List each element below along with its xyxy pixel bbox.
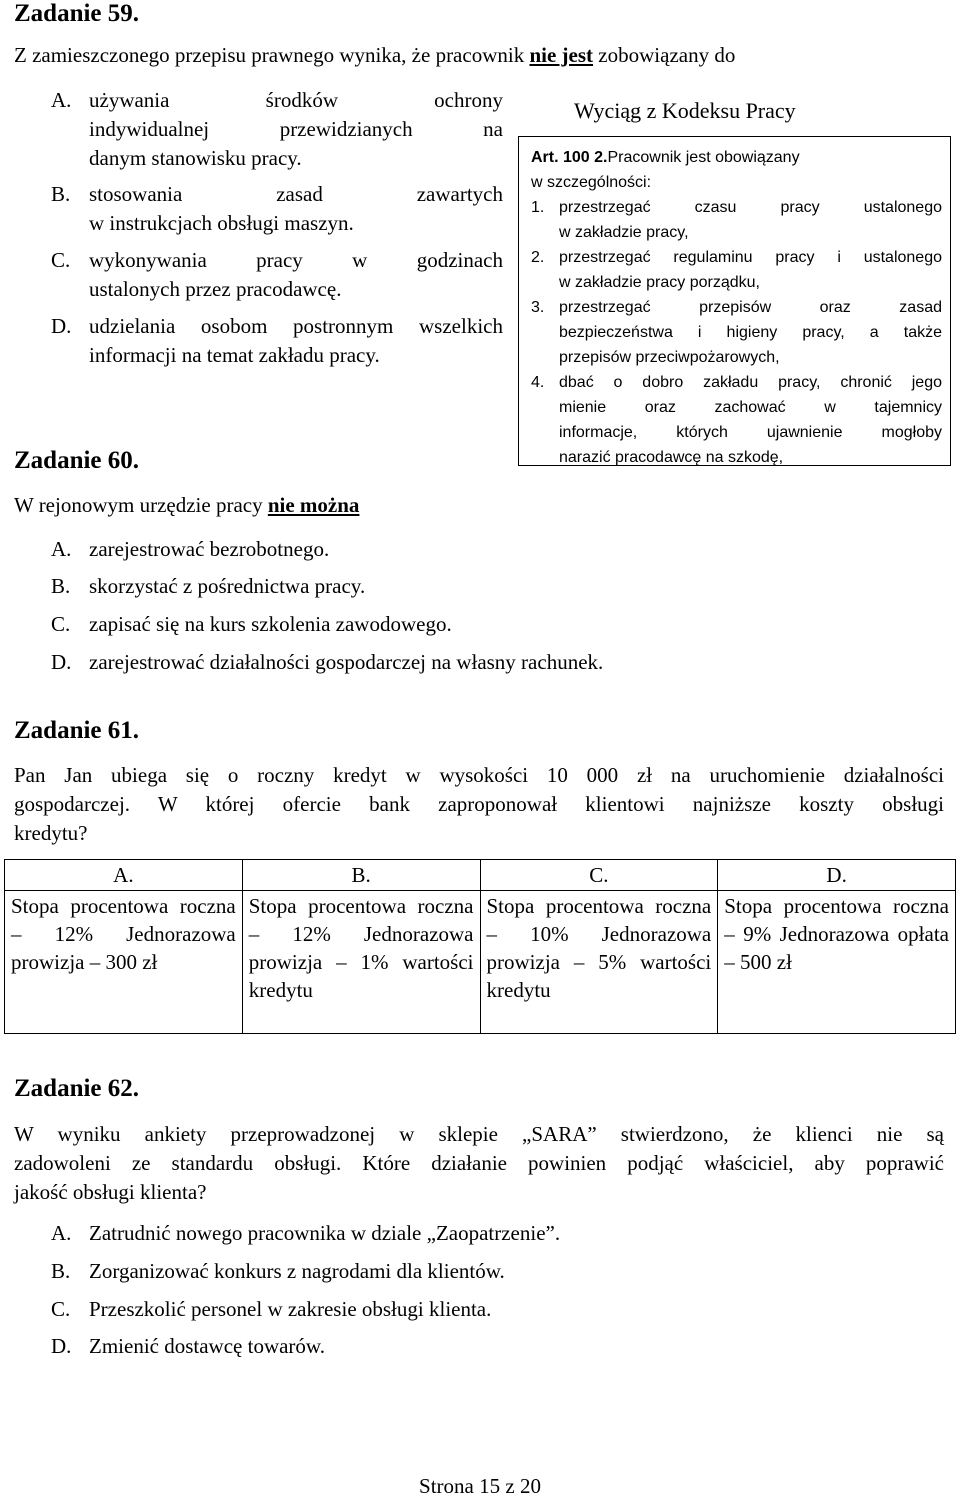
kodeks-item-line: bezpieczeństwa i higieny pracy, a także [559, 324, 942, 341]
option-text: zarejestrować bezrobotnego. [89, 537, 330, 561]
z61-question [14, 761, 944, 848]
z62-question-line: jakość obsługi klienta? [14, 1180, 207, 1204]
offer-cell-a: Stopa procentowa roczna – 12% Jednorazowa prowizja – 300 zł [5, 891, 243, 1034]
kodeks-article-line: w szczególności: [531, 174, 652, 191]
kodeks-item-line: przestrzegać przepisów oraz zasad [559, 299, 942, 316]
z60-title: Zadanie 60. [14, 447, 140, 474]
z59-question-emph: nie jest [529, 43, 594, 67]
z59-question [14, 41, 735, 70]
kodeks-item-number: 3. [531, 299, 545, 316]
option-letter: A. [51, 537, 72, 561]
z61-title: Zadanie 61. [14, 717, 140, 744]
option-letter: C. [51, 1297, 71, 1321]
kodeks-item-line: w zakładzie pracy porządku, [559, 274, 760, 291]
option-text: Zatrudnić nowego pracownika w dziale „Zaopatrzenie”. [89, 1221, 561, 1245]
offer-table [4, 859, 956, 1034]
z62-question-line: W wyniku ankiety przeprowadzonej w sklepie „SARA” stwierdzono, że klienci nie są [14, 1122, 944, 1146]
z59-question-pre: Z zamieszczonego przepisu prawnego wynika, że pracownik [14, 43, 530, 67]
option-text: zarejestrować działalności gospodarczej na własny rachunek. [89, 650, 604, 674]
z59-title: Zadanie 59. [14, 0, 140, 27]
z62-question-line: zadowoleni ze standardu obsługi. Które działanie powinien podjąć właściciel, aby poprawić [14, 1151, 944, 1175]
option-text: Zorganizować konkurs z nagrodami dla klientów. [89, 1259, 505, 1283]
z61-question-line: kredytu? [14, 821, 88, 845]
option-line: ustalonych przez pracodawcę. [89, 277, 342, 301]
option-letter: B. [51, 574, 71, 598]
kodeks-item-number: 2. [531, 249, 545, 266]
kodeks-item-3 [559, 295, 942, 370]
option-line: wykonywania pracy w godzinach [89, 248, 503, 272]
offer-header-d: D. [718, 860, 956, 891]
option-letter: C. [51, 612, 71, 636]
z59-question-post: zobowiązany do [593, 43, 736, 67]
kodeks-item-line: w zakładzie pracy, [559, 224, 689, 241]
offer-header-b: B. [242, 860, 480, 891]
option-letter: D. [51, 650, 72, 674]
option-text: skorzystać z pośrednictwa pracy. [89, 574, 366, 598]
kodeks-item-line: mienie oraz zachować w tajemnicy [559, 399, 942, 416]
option-text: zapisać się na kurs szkolenia zawodowego. [89, 612, 452, 636]
option-line: danym stanowisku pracy. [89, 146, 302, 170]
kodeks-item-number: 4. [531, 374, 545, 391]
z61-question-line: gospodarczej. W której ofercie bank zaproponował klientowi najniższe koszty obsługi [14, 792, 944, 816]
option-text: Przeszkolić personel w zakresie obsługi klienta. [89, 1297, 492, 1321]
option-line: używania środków ochrony [89, 88, 503, 112]
kodeks-article [531, 145, 942, 170]
kodeks-excerpt-box [518, 136, 951, 466]
option-line: udzielania osobom postronnym wszelkich [89, 314, 503, 338]
offer-table-row [5, 891, 956, 1034]
kodeks-item-1 [559, 195, 942, 245]
offer-header-c: C. [480, 860, 718, 891]
option-letter: C. [51, 248, 71, 272]
option-line: indywidualnej przewidzianych na [89, 117, 503, 141]
offer-cell-b: Stopa procentowa roczna – 12% Jednorazowa prowizja – 1% wartości kredytu [242, 891, 480, 1034]
z60-question-pre: W rejonowym urzędzie pracy [14, 493, 268, 517]
kodeks-item-line: dbać o dobro zakładu pracy, chronić jego [559, 374, 942, 391]
kodeks-title: Wyciąg z Kodeksu Pracy [574, 98, 796, 123]
option-letter: B. [51, 1259, 71, 1283]
offer-cell-c: Stopa procentowa roczna – 10% Jednorazowa prowizja – 5% wartości kredytu [480, 891, 718, 1034]
z61-question-line: Pan Jan ubiega się o roczny kredyt w wysokości 10 000 zł na uruchomienie działalności [14, 763, 944, 787]
kodeks-item-line: przepisów przeciwpożarowych, [559, 349, 780, 366]
option-line: stosowania zasad zawartych [89, 182, 503, 206]
kodeks-item-4 [559, 370, 942, 470]
z60-question-emph: nie można [267, 493, 360, 517]
option-text: Zmienić dostawcę towarów. [89, 1334, 325, 1358]
kodeks-article-number: Art. 100 2. [531, 149, 608, 166]
offer-table-header-row [5, 860, 956, 891]
option-letter: B. [51, 182, 71, 206]
option-line: informacji na temat zakładu pracy. [89, 343, 380, 367]
option-letter: D. [51, 1334, 72, 1358]
kodeks-item-number: 1. [531, 199, 545, 216]
kodeks-article-text: Pracownik jest obowiązany [607, 149, 800, 166]
kodeks-item-line: narazić pracodawcę na szkodę, [559, 449, 784, 466]
offer-cell-d: Stopa procentowa roczna – 9% Jednorazowa opłata – 500 zł [718, 891, 956, 1034]
kodeks-item-line: informacje, których ujawnienie mogłoby [559, 424, 942, 441]
z62-question [14, 1120, 944, 1207]
option-letter: A. [51, 88, 72, 112]
option-line: w instrukcjach obsługi maszyn. [89, 211, 354, 235]
offer-header-a: A. [5, 860, 243, 891]
page-footer: Strona 15 z 20 [419, 1474, 541, 1498]
kodeks-item-2 [559, 245, 942, 295]
kodeks-item-line: przestrzegać czasu pracy ustalonego [559, 199, 942, 216]
option-letter: A. [51, 1221, 72, 1245]
z60-question [14, 491, 359, 520]
option-letter: D. [51, 314, 72, 338]
z62-title: Zadanie 62. [14, 1075, 140, 1102]
kodeks-item-line: przestrzegać regulaminu pracy i ustalonego [559, 249, 942, 266]
